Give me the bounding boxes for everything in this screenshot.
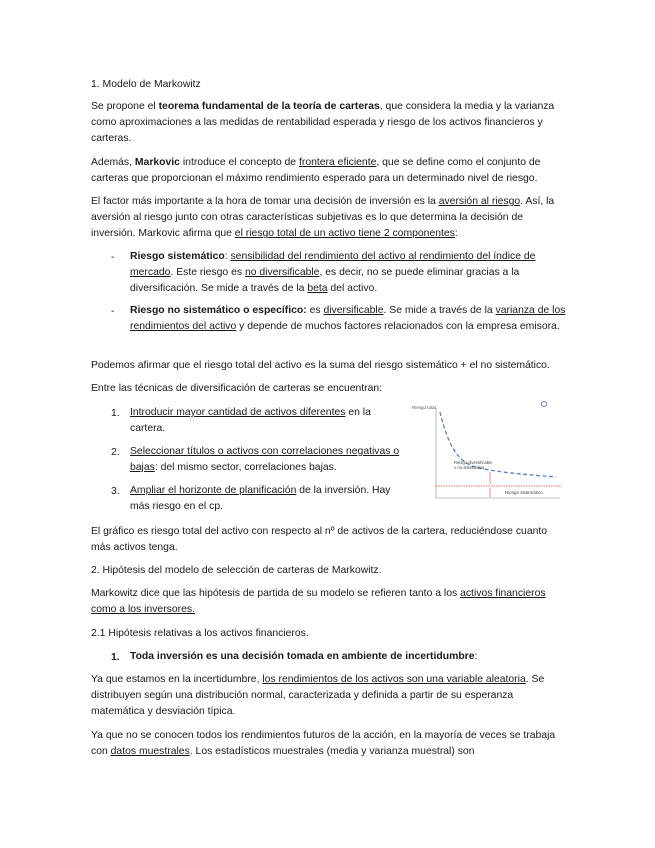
- text: Markowitz dice que las hipótesis de partida de su modelo se refieren tanto a los: [91, 588, 461, 599]
- underlined-text: Introducir mayor cantidad de activos diferentes: [130, 407, 346, 418]
- chart-ylabel: Riesgo total: [412, 405, 436, 410]
- underlined-text: frontera eficiente: [298, 157, 377, 168]
- text: y depende de muchos factores relacionados con la empresa emisora.: [236, 321, 560, 333]
- text: Podemos afirmar que el riesgo total del activo es la suma del riesgo sistemático + el no sistemático.: [91, 360, 550, 371]
- text: del activo.: [327, 283, 378, 295]
- list-item: [130, 483, 405, 515]
- text: , que se define como el conjunto de carteras que proporcionan el máximo rendimiento esperado para un determinado nivel de riesgo.: [91, 157, 541, 185]
- underlined-text: sensibilidad del rendimiento del activo al rendimiento del índice de mercado: [130, 251, 536, 279]
- bullet-riesgo-sistematico: [130, 249, 568, 298]
- underlined-text: diversificable: [323, 305, 384, 316]
- text: El factor más importante a la hora de tomar una decisión de inversión es la: [91, 196, 439, 207]
- text: Ya que no se conocen todos los rendimientos futuros de la acción, en la mayoría de veces se trabaja con: [91, 730, 556, 758]
- heading-hipotesis: [91, 563, 569, 579]
- text: . Así, la aversión al riesgo junto con otras características subjetivas es lo que determina la decisión de inversión. Markovic afirma que: [91, 196, 555, 240]
- text: . Se mide a través de la: [383, 305, 496, 316]
- section-heading: 2. Hipótesis del modelo de selección de carteras de Markowitz.: [91, 565, 382, 576]
- underlined-text: datos muestrales: [110, 746, 190, 758]
- bold-text: teorema fundamental de la teoría de carteras: [158, 101, 380, 112]
- list-number: 1.: [111, 408, 120, 419]
- heading-activos: [91, 626, 569, 642]
- underlined-text: los rendimientos de los activos son una variable aleatoria: [262, 674, 526, 685]
- heading-markowitz: [91, 77, 569, 93]
- paragraph-intro: [91, 99, 569, 148]
- text: El gráfico es riesgo total del activo con respecto al nº de activos de la cartera, reduciéndose cuanto más activos tenga.: [91, 526, 548, 554]
- chart-marker-icon: [542, 402, 547, 407]
- text: en la cartera.: [130, 407, 371, 435]
- text: , es decir, no se puede eliminar gracias a la diversificación. Se mide a través de la: [130, 267, 520, 295]
- paragraph-frontera: [91, 155, 569, 187]
- underlined-text: Ampliar el horizonte de planificación: [130, 485, 297, 496]
- text: . Los estadísticos muestrales (media y varianza muestral) son: [189, 746, 475, 758]
- bold-text: Toda inversión es una decisión tomada en ambiente de incertidumbre: [130, 651, 475, 662]
- underlined-text: Seleccionar títulos o activos con correlaciones negativas o bajas: [130, 446, 400, 474]
- paragraph-muestrales: [91, 728, 569, 760]
- text: . Este riesgo es: [170, 267, 245, 279]
- bold-text: Riesgo no sistemático o específico:: [130, 305, 307, 316]
- bullet-riesgo-no-sistematico: [130, 303, 568, 335]
- diversification-chart: [410, 398, 572, 510]
- paragraph-hipotesis-partida: [91, 586, 569, 618]
- paragraph-incertidumbre: [91, 672, 569, 721]
- text: Ya que estamos en la incertidumbre,: [91, 674, 263, 685]
- paragraph-grafico: [91, 524, 569, 556]
- text: :: [224, 251, 231, 262]
- hypothesis-item: [130, 649, 568, 665]
- list-item: [130, 405, 400, 437]
- bullet-marker: -: [111, 252, 115, 263]
- list-number: 3.: [111, 486, 120, 497]
- underlined-text: activos financieros como a los inversores.: [91, 588, 546, 616]
- list-item: [130, 444, 400, 476]
- text: : del mismo sector, correlaciones bajas.: [154, 462, 337, 474]
- underlined-text: aversión al riesgo: [438, 196, 521, 207]
- bold-text: Markovic: [134, 157, 180, 168]
- paragraph-aversion: [91, 194, 569, 243]
- text: :: [454, 228, 458, 240]
- text: . Se distribuyen según una distribución normal, caracterizada y definida a partir de su esperanza matemática y desviación típica.: [91, 674, 545, 718]
- paragraph-suma: [91, 358, 569, 374]
- bold-text: Riesgo sistemático: [130, 251, 225, 262]
- underlined-text: el riesgo total de un activo tiene 2 componentes: [234, 228, 455, 240]
- bullet-marker: -: [111, 306, 115, 317]
- text: de la inversión. Hay más riesgo en el cp.: [130, 485, 391, 513]
- text: es: [306, 305, 324, 316]
- underlined-text: beta: [307, 283, 328, 295]
- text: introduce el concepto de: [179, 157, 299, 168]
- text: Además,: [91, 157, 135, 168]
- list-number: 2.: [111, 447, 120, 458]
- text: :: [474, 651, 478, 662]
- underlined-text: no diversificable: [244, 267, 320, 279]
- subsection-heading: 2.1 Hipótesis relativas a los activos financieros.: [91, 628, 309, 639]
- paragraph-tecnicas: [91, 381, 569, 397]
- list-number: 1.: [111, 652, 120, 663]
- text: , que considera la media y la varianza como aproximaciones a las medidas de rentabilidad esperada y riesgo de los activos financieros y carteras.: [91, 101, 555, 145]
- underlined-text: varianza de los rendimientos del activo: [130, 305, 566, 333]
- section-heading: 1. Modelo de Markowitz: [91, 79, 201, 90]
- text: Entre las técnicas de diversificación de carteras se encuentran:: [91, 383, 383, 394]
- annotation-sistematico: Riesgo sistemático: [505, 490, 543, 495]
- annotation-diversificable: Riesgo diversificable o no sistemático: [454, 460, 493, 470]
- text: Se propone el: [91, 101, 159, 112]
